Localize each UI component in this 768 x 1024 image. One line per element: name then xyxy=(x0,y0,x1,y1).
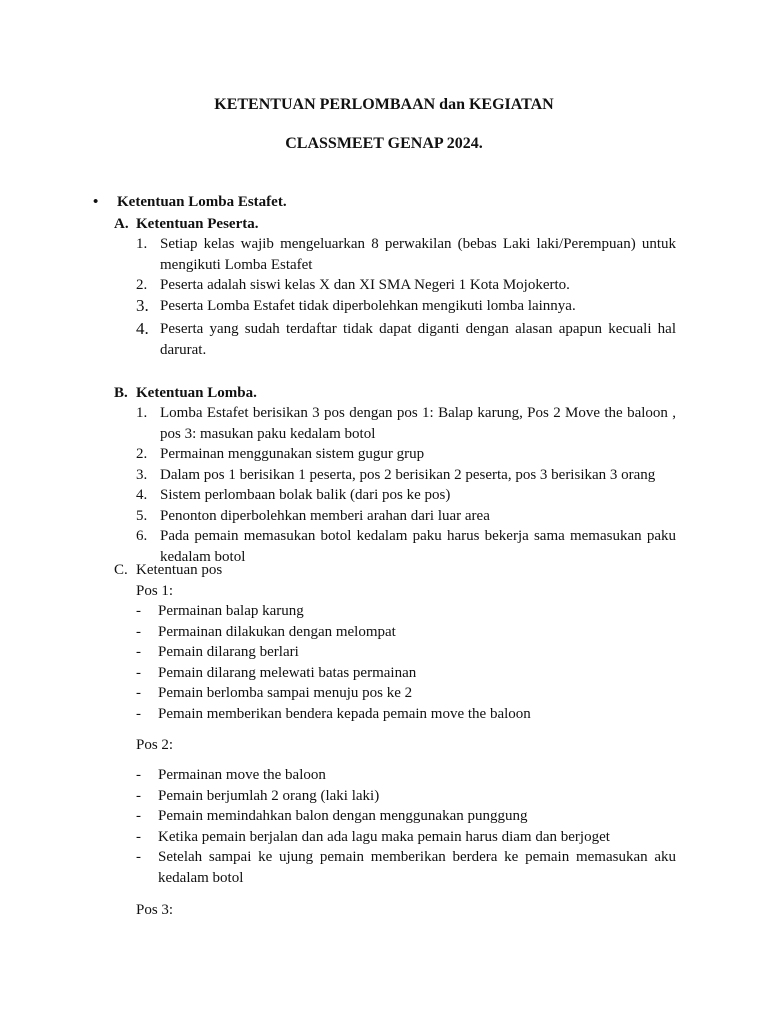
item-number: 4. xyxy=(136,487,148,503)
item-number: 5. xyxy=(136,507,148,524)
list-item xyxy=(136,465,676,486)
item-text: Dalam pos 1 berisikan 1 peserta, pos 2 berisikan 2 peserta, pos 3 berisikan 3 orang xyxy=(160,466,656,483)
bullet-dot-icon: • xyxy=(93,194,99,210)
item-number: 3. xyxy=(136,466,148,483)
list-item xyxy=(136,319,676,360)
item-text: Setiap kelas wajib mengeluarkan 8 perwakilan (bebas Laki laki/Perempuan) untuk mengikuti Lomba Estafet xyxy=(160,236,676,273)
dash-item: - Permainan dilakukan dengan melompat xyxy=(136,622,676,643)
item-text: Sistem perlombaan bolak balik (dari pos ke pos) xyxy=(160,487,451,503)
section-a-title: Ketentuan Peserta. xyxy=(136,216,259,232)
section-b-title: Ketentuan Lomba. xyxy=(136,385,257,401)
item-text: Permainan menggunakan sistem gugur grup xyxy=(160,446,425,462)
section-b-heading xyxy=(114,383,257,403)
item-text: Peserta Lomba Estafet tidak diperbolehkan mengikuti lomba lainnya. xyxy=(160,297,576,314)
dash-item: - Pemain berjumlah 2 orang (laki laki) xyxy=(136,786,676,807)
item-text: Lomba Estafet berisikan 3 pos dengan pos 1: Balap karung, Pos 2 Move the baloon , pos 3: masukan paku kedalam botol xyxy=(160,405,676,442)
item-number: 6. xyxy=(136,528,148,544)
section-c-heading xyxy=(114,560,222,580)
item-text: Pada pemain memasukan botol kedalam paku harus bekerja sama memasukan paku kedalam botol xyxy=(160,528,676,565)
item-text: Penonton diperbolehkan memberi arahan dari luar area xyxy=(160,507,490,524)
section-b-letter: B. xyxy=(114,385,128,401)
document-title-line2: CLASSMEET GENAP 2024. xyxy=(285,135,483,152)
section-b-list xyxy=(136,403,676,567)
list-item xyxy=(136,485,676,506)
dash-item: - Pemain berlomba sampai menuju pos ke 2 xyxy=(136,683,676,704)
dash-item: - Ketika pemain berjalan dan ada lagu maka pemain harus diam dan berjoget xyxy=(136,827,676,848)
pos2-label: Pos 2: xyxy=(136,737,174,753)
item-text: Peserta yang sudah terdaftar tidak dapat diganti dengan alasan apapun kecuali hal darurat. xyxy=(160,321,676,358)
item-number: 1. xyxy=(136,236,148,252)
section-c-letter: C. xyxy=(114,562,128,578)
list-item xyxy=(136,403,676,444)
list-item xyxy=(136,296,676,317)
dash-item: - Pemain dilarang melewati batas permainan xyxy=(136,663,676,684)
pos2-list xyxy=(136,765,676,888)
item-number: 3. xyxy=(136,295,149,315)
dash-item: - Pemain dilarang berlari xyxy=(136,642,676,663)
list-item xyxy=(136,234,676,275)
item-text: Peserta adalah siswi kelas X dan XI SMA Negeri 1 Kota Mojokerto. xyxy=(160,277,570,293)
section-c-title: Ketentuan pos xyxy=(136,562,223,578)
item-number: 2. xyxy=(136,446,148,462)
list-item xyxy=(136,275,676,296)
pos1-label: Pos 1: xyxy=(136,583,174,599)
dash-item: - Setelah sampai ke ujung pemain memberikan berdera ke pemain memasukan aku kedalam botol xyxy=(136,847,676,888)
dash-item: - Pemain memberikan bendera kepada pemain move the baloon xyxy=(136,704,676,725)
dash-item: - Permainan balap karung xyxy=(136,601,676,622)
item-number: 1. xyxy=(136,405,148,421)
dash-item: - Pemain memindahkan balon dengan menggunakan punggung xyxy=(136,806,676,827)
pos3-label: Pos 3: xyxy=(136,902,174,918)
bullet-heading-text: Ketentuan Lomba Estafet. xyxy=(117,194,287,210)
item-number: 2. xyxy=(136,277,148,293)
pos1-list xyxy=(136,601,676,724)
document-title-line1: KETENTUAN PERLOMBAAN dan KEGIATAN xyxy=(214,96,554,113)
list-item xyxy=(136,444,676,465)
section-a-letter: A. xyxy=(114,216,129,232)
list-item xyxy=(136,506,676,527)
section-a-heading xyxy=(114,214,258,234)
section-a-list xyxy=(136,234,676,360)
dash-item: - Permainan move the baloon xyxy=(136,765,676,786)
item-number: 4. xyxy=(136,319,149,338)
